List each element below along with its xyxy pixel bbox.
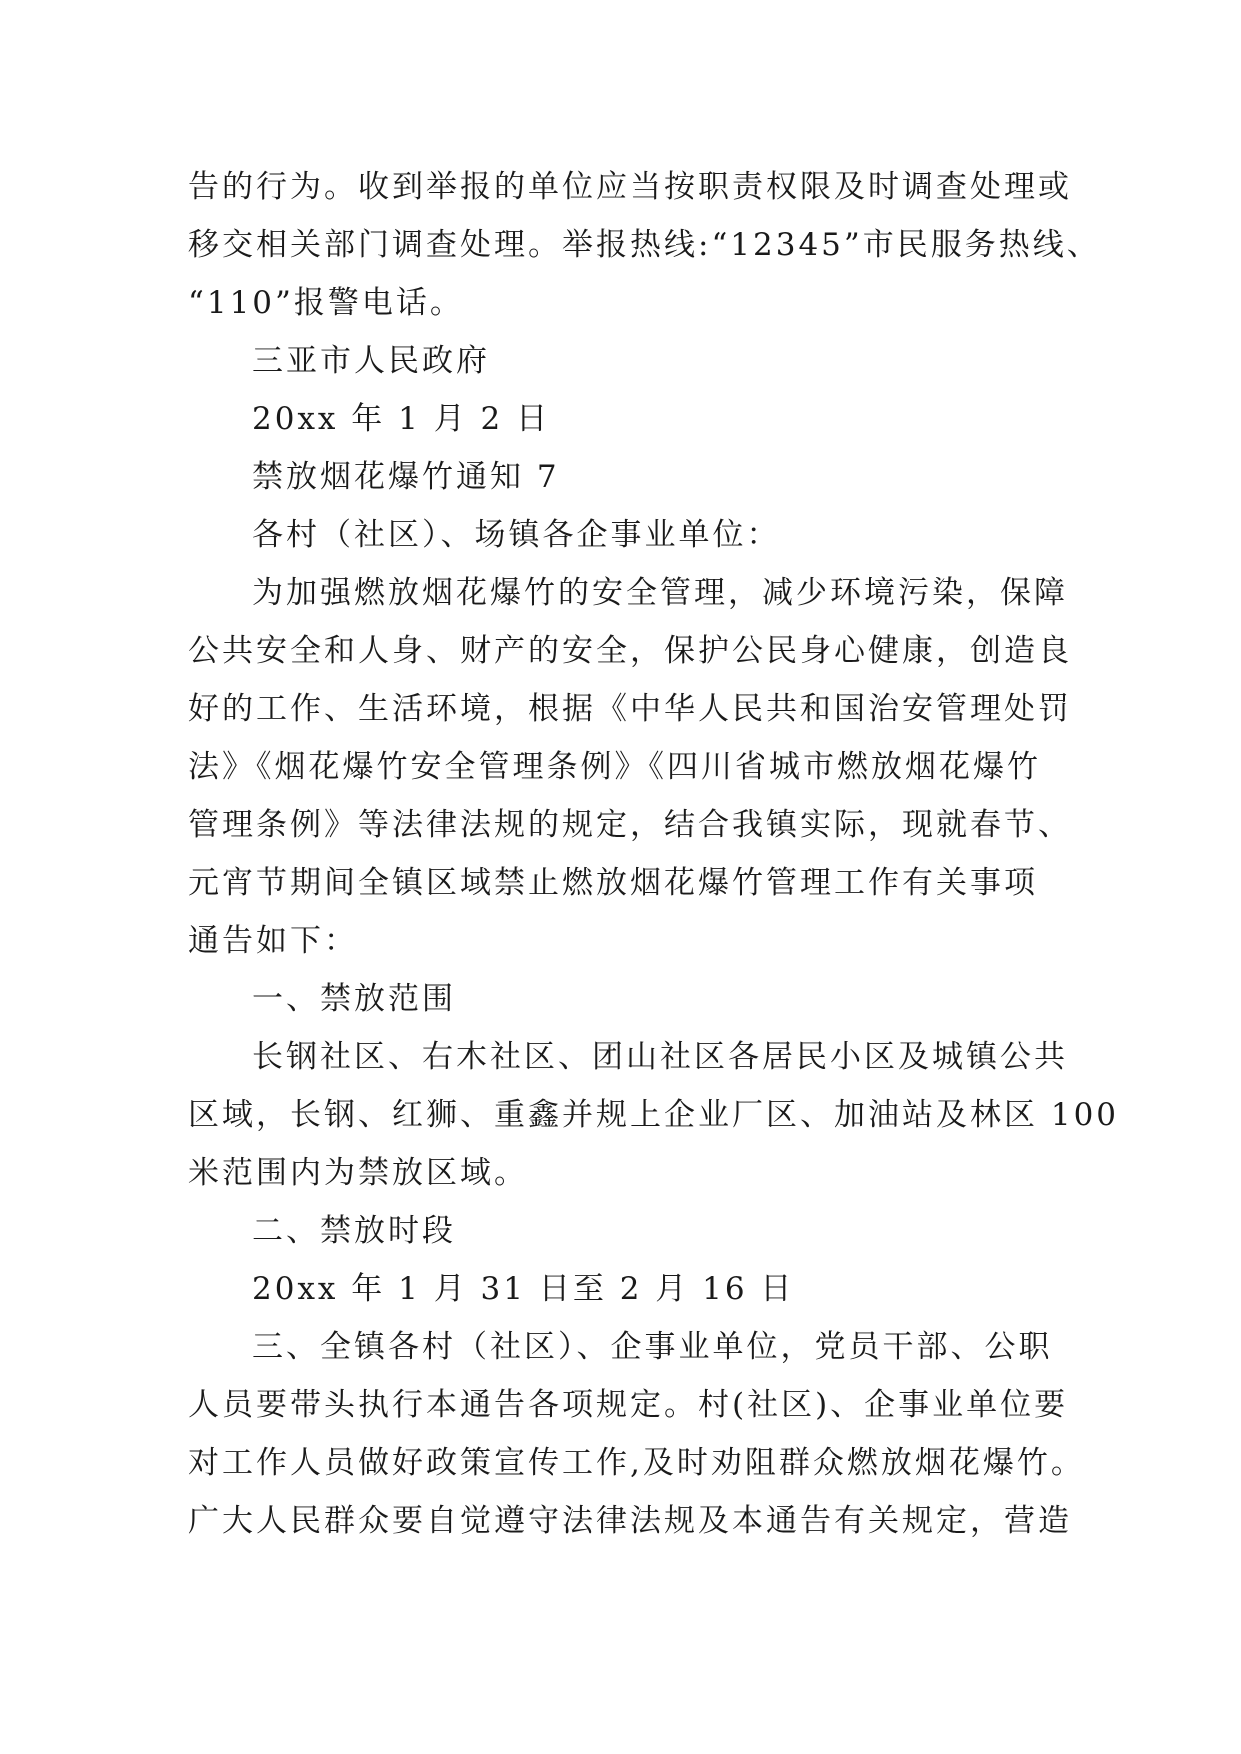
text-line: “110”报警电话。 [188,285,464,321]
text-line: 移交相关部门调查处理。举报热线:“12345”市民服务热线、 [188,227,1101,263]
text-line: 为加强燃放烟花爆竹的安全管理，减少环境污染，保障 [252,575,1068,611]
salutation: 各村（社区）、场镇各企事业单位： [252,517,781,553]
text-line: 三、全镇各村（社区）、企事业单位，党员干部、公职 [252,1329,1053,1365]
text-line: 广大人民群众要自觉遵守法律法规及本通告有关规定，营造 [188,1503,1072,1539]
text-line: 法》《烟花爆竹安全管理条例》《四川省城市燃放烟花爆竹 [188,749,1041,785]
text-line: 公共安全和人身、财产的安全，保护公民身心健康，创造良 [188,633,1072,669]
text-line: 通告如下： [188,923,358,959]
text-line: 好的工作、生活环境，根据《中华人民共和国治安管理处罚 [188,691,1072,727]
text-line: 管理条例》等法律法规的规定，结合我镇实际，现就春节、 [188,807,1072,843]
issuer-name: 三亚市人民政府 [252,343,490,379]
document-body [188,158,1120,1550]
issue-date: 20xx 年 1 月 2 日 [252,401,551,437]
period-dates: 20xx 年 1 月 31 日至 2 月 16 日 [252,1271,795,1307]
text-line: 人员要带头执行本通告各项规定。村(社区)、企事业单位要 [188,1387,1069,1423]
text-line: 长钢社区、右木社区、团山社区各居民小区及城镇公共 [252,1039,1068,1075]
heading-prohibited-period: 二、禁放时段 [252,1213,456,1249]
text-line: 区域，长钢、红狮、重鑫并规上企业厂区、加油站及林区 100 [188,1097,1120,1133]
heading-prohibited-area: 一、禁放范围 [252,981,456,1017]
text-line: 对工作人员做好政策宣传工作,及时劝阻群众燃放烟花爆竹。 [188,1445,1085,1481]
text-line: 米范围内为禁放区域。 [188,1155,528,1191]
text-line: 告的行为。收到举报的单位应当按职责权限及时调查处理或 [188,169,1072,205]
section-title: 禁放烟花爆竹通知 7 [252,459,560,495]
text-line: 元宵节期间全镇区域禁止燃放烟花爆竹管理工作有关事项 [188,865,1038,901]
